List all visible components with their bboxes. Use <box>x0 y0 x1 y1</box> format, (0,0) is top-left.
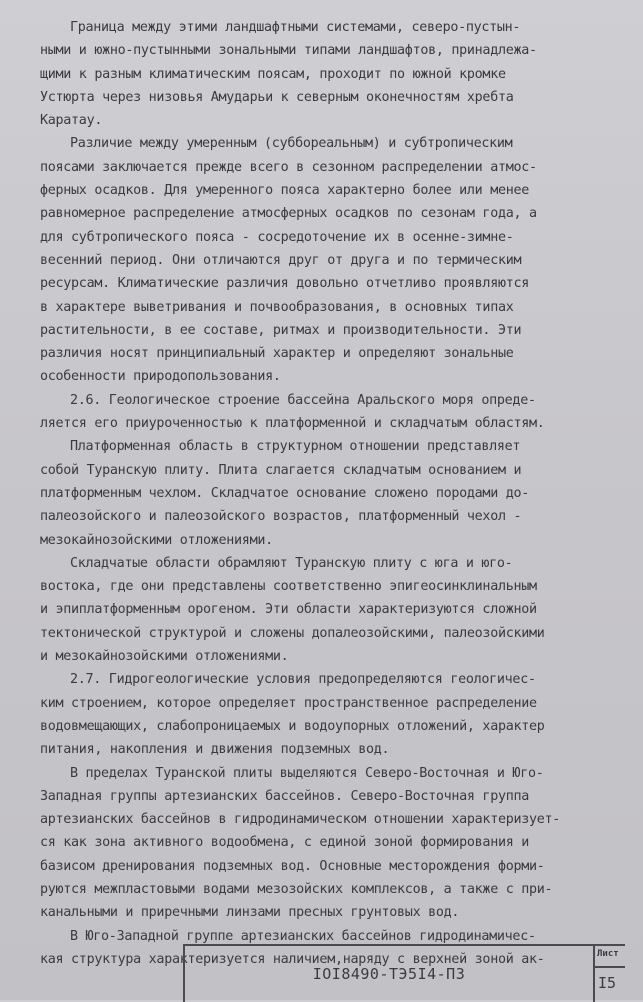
text-line: Устюрта через низовья Амударьи к северным оконечностям хребта <box>40 89 514 105</box>
text-line: различия носят принципиальный характер и определяют зональные <box>40 346 514 362</box>
text-line: платформенным чехлом. Складчатое основание сложено породами до- <box>40 485 529 501</box>
stamp-divider <box>595 966 625 968</box>
text-line: растительности, в ее составе, ритмах и производительности. Эти <box>40 322 522 338</box>
text-line: базисом дренирования подземных вод. Основные месторождения форми- <box>40 858 545 874</box>
text-line: ким строением, которое определяет пространственное распределение <box>40 695 537 711</box>
text-line: и эпиплатформенным орогеном. Эти области характеризуются сложной <box>40 602 537 618</box>
stamp-divider <box>593 946 595 1002</box>
text-line: поясами заключается прежде всего в сезонном распределении атмос- <box>40 159 537 175</box>
text-line: тектонической структурой и сложены допалеозойскими, палеозойскими <box>40 625 545 641</box>
text-line: особенности природопользования. <box>40 369 281 385</box>
text-line: ляется его приуроченностью к платформенной и складчатым областям. <box>40 416 545 432</box>
text-line: для субтропического пояса - сосредоточение их в осенне-зимне- <box>40 229 514 245</box>
text-line: канальными и приречными линзами пресных грунтовых вод. <box>40 905 460 921</box>
text-line: в характере выветривания и почвообразования, в основных типах <box>40 299 514 315</box>
text-line: ферных осадков. Для умеренного пояса характерно более или менее <box>40 183 529 199</box>
text-line: ресурсам. Климатические различия довольно отчетливо проявляются <box>40 276 529 292</box>
text-line: Платформенная область в структурном отношении представляет <box>70 439 521 455</box>
text-line: В пределах Туранской плиты выделяются Северо-Восточная и Юго- <box>70 765 544 781</box>
text-line: равномерное распределение атмосферных осадков по сезонам года, а <box>40 206 537 222</box>
text-line: палеозойского и палеозойского возрастов, платформенный чехол - <box>40 509 522 525</box>
text-line: Различие между умеренным (суббореальным) и субтропическим <box>70 136 513 152</box>
text-line: востока, где они представлены соответственно эпигеосинклинальным <box>40 579 537 595</box>
text-line: щими к разным климатическим поясам, проходит по южной кромке <box>40 66 506 82</box>
text-line: руются межпластовыми водами мезозойских комплексов, а также с при- <box>40 881 553 897</box>
text-line: артезианских бассейнов в гидродинамическом отношении характеризует- <box>40 812 561 828</box>
text-line: водовмещающих, слабопроницаемых и водоупорных отложений, характер <box>40 718 545 734</box>
text-line: весенний период. Они отличаются друг от друга и по термическим <box>40 252 522 268</box>
sheet-number: I5 <box>598 974 617 992</box>
text-line: Складчатые области обрамляют Туранскую плиту с юга и юго- <box>70 555 513 571</box>
text-line: 2.7. Гидрогеологические условия предопределяются геологичес- <box>70 672 536 688</box>
text-line: 2.6. Геологическое строение бассейна Аральского моря опреде- <box>70 392 536 408</box>
text-line: питания, накопления и движения подземных вод. <box>40 742 390 758</box>
sheet-label: Лист <box>597 949 619 959</box>
text-line: кая структура характеризуется наличием,наряду с верхней зоной ак- <box>40 951 545 967</box>
text-line: мезокайнозойскими отложениями. <box>40 532 273 548</box>
text-line: и мезокайнозойскими отложениями. <box>40 649 289 665</box>
text-line: ными и южно-пустынными зональными типами ландшафтов, принадлежа- <box>40 43 537 59</box>
body-text <box>40 16 612 971</box>
text-line: Западная группы артезианских бассейнов. Северо-Восточная группа <box>40 788 529 804</box>
title-block-stamp <box>183 944 625 1002</box>
text-line: Каратау. <box>40 113 103 129</box>
text-line: собой Туранскую плиту. Плита слагается складчатым основанием и <box>40 462 522 478</box>
text-line: В Юго-Западной группе артезианских бассейнов гидродинамичес- <box>70 928 536 944</box>
document-code: IOI8490-ТЭ5I4-ПЗ <box>312 965 466 983</box>
text-line: ся как зона активного водообмена, с единой зоной формирования и <box>40 835 529 851</box>
text-line: Граница между этими ландшафтными системами, северо-пустын- <box>70 20 521 35</box>
